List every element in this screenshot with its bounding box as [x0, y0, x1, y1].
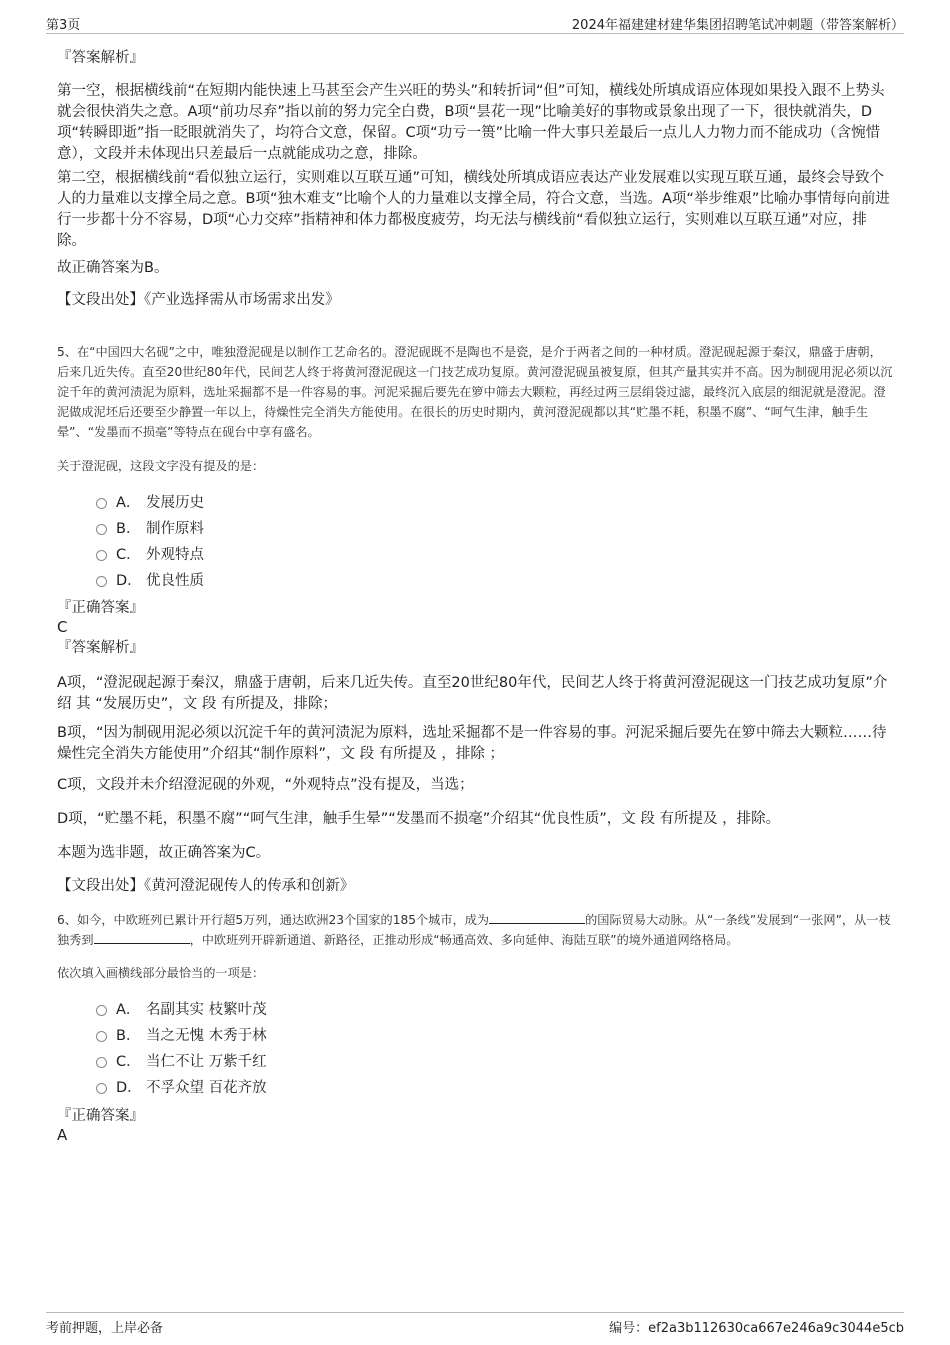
- option-key: C．: [116, 1053, 141, 1070]
- radio-icon[interactable]: [96, 1083, 107, 1094]
- q6-blank-2: [94, 930, 190, 944]
- radio-icon[interactable]: [96, 1057, 107, 1068]
- page-header: [46, 11, 904, 34]
- option-text: 外观特点: [146, 546, 204, 563]
- q6-option-c[interactable]: [96, 1047, 267, 1073]
- q5-options: [96, 488, 204, 592]
- option-key: A．: [116, 1001, 141, 1018]
- q4-para2-text: 第二空，根据横线前“看似独立运行，实则难以互联互通”可知，横线处所填成语应表达产业发展难以实现互联互通，最终会导致个人的力量难以支撑全局之意。B项“独木难支”比喻个人的力量难以支撑全局，符合文意，当选。A项“举步维艰”比喻办事情每向前进行一步都十分不容易，D项“心力交瘁”指精神和体力都极度疲劳，均无法与横线前“看似独立运行，实则难以互联互通”对应，排除。: [57, 170, 890, 249]
- q4-para1-text: 第一空，根据横线前“在短期内能快速上马甚至会产生兴旺的势头”和转折词“但”可知，横线处所填成语应体现如果投入跟不上势头就会很快消失之意。A项“前功尽弃”指以前的努力完全白费，B项“昙花一现”比喻美好的事物或景象出现了一下，很快就消失，D项“转瞬即逝”指一眨眼就消失了，均符合文意，保留。C项“功亏一篑”比喻一件大事只差最后一点儿人力物力而不能成功（含惋惜意），文段并未体现出只差最后一点就能成功之意，排除。: [57, 83, 885, 162]
- option-text: 不孚众望 百花齐放: [146, 1079, 267, 1096]
- radio-icon[interactable]: [96, 498, 107, 509]
- option-key: B．: [116, 520, 141, 537]
- q6-option-a[interactable]: [96, 995, 267, 1021]
- q5-option-d[interactable]: [96, 566, 204, 592]
- q4-analysis-tag: 『答案解析』: [57, 50, 144, 66]
- q5-option-c[interactable]: [96, 540, 204, 566]
- q5-option-b[interactable]: [96, 514, 204, 540]
- q5-analysis-b: [57, 723, 893, 765]
- q5-option-a[interactable]: [96, 488, 204, 514]
- radio-icon[interactable]: [96, 550, 107, 561]
- q5-stem-text: 5、在“中国四大名砚”之中，唯独澄泥砚是以制作工艺命名的。澄泥砚既不是陶也不是瓷，是介于两者之间的一种材质。澄泥砚起源于秦汉，鼎盛于唐朝，后来几近失传。直至20世纪80年代，民间艺人终于将黄河澄泥砚这一门技艺成功复原。黄河澄泥砚虽被复原，但其产量其实并不高。因为制砚用泥必须以沉淀千年的黄河渍泥为原料，选址采掘都不是一件容易的事。河泥采掘后要先在箩中筛去大颗粒，再经过两三层绢袋过滤，最终沉入底层的细泥就是澄泥。澄泥做成泥坯后还要至少静置一年以上，待燥性完全消失方能使用。在很长的历史时期内，黄河澄泥砚都以其“贮墨不耗，积墨不腐”、“呵气生津，触手生晕”、“发墨而不损毫”等特点在砚台中享有盛名。: [57, 345, 893, 439]
- q5-answer-tag: 『正确答案』: [57, 600, 144, 616]
- q4-analysis-para1: [57, 81, 893, 165]
- q6-stem-part2: 的国际贸易大动脉。从“一条线”发展到“一张网”，从一枝独秀到: [57, 913, 891, 947]
- option-key: D．: [116, 572, 142, 589]
- q4-source: 【文段出处】《产业选择需从市场需求出发》: [57, 292, 340, 308]
- option-key: C．: [116, 546, 141, 563]
- q5-question: 关于澄泥砚，这段文字没有提及的是：: [57, 459, 265, 473]
- radio-icon[interactable]: [96, 1031, 107, 1042]
- q6-stem: [57, 910, 893, 950]
- q5-analysis-d: D项，“贮墨不耗，积墨不腐”“呵气生津，触手生晕”“发墨而不损毫”介绍其“优良性质”，文 段 有所提及 ，排除。: [57, 811, 781, 827]
- q6-stem-text: [57, 910, 893, 950]
- page-footer: [46, 1312, 904, 1335]
- q6-question: 依次填入画横线部分最恰当的一项是：: [57, 966, 265, 980]
- q5-analysis-tag: 『答案解析』: [57, 640, 144, 656]
- q6-answer-tag: 『正确答案』: [57, 1108, 144, 1124]
- footer-serial: 编号：ef2a3b112630ca667e246a9c3044e5cb: [609, 1321, 904, 1336]
- document-title: 2024年福建建材建华集团招聘笔试冲刺题（带答案解析）: [571, 18, 904, 33]
- q5-stem: [57, 342, 893, 442]
- radio-icon[interactable]: [96, 576, 107, 587]
- option-text: 当仁不让 万紫千红: [146, 1053, 267, 1070]
- option-text: 制作原料: [146, 520, 204, 537]
- q6-blank-1: [489, 910, 585, 924]
- q4-analysis-para2: [57, 168, 893, 252]
- page-number: 第3页: [46, 18, 81, 33]
- q5-conclusion: 本题为选非题，故正确答案为C。: [57, 845, 271, 861]
- q6-options: [96, 995, 267, 1099]
- option-text: 名副其实 枝繁叶茂: [146, 1001, 267, 1018]
- option-text: 优良性质: [146, 572, 204, 589]
- q5-analysis-c: C项，文段并未介绍澄泥砚的外观，“外观特点”没有提及，当选；: [57, 777, 474, 793]
- option-key: D．: [116, 1079, 142, 1096]
- option-key: B．: [116, 1027, 141, 1044]
- q5-analysis-b-text: B项，“因为制砚用泥必须以沉淀千年的黄河渍泥为原料，选址采掘都不是一件容易的事。河泥采掘后要先在箩中筛去大颗粒……待燥性完全消失方能使用”介绍其“制作原料”，文 段 有所提及 ，排除 ；: [57, 725, 887, 762]
- radio-icon[interactable]: [96, 1005, 107, 1016]
- q6-stem-part3: ，中欧班列开辟新通道、新路径，正推动形成“畅通高效、多向延伸、海陆互联”的境外通道网络格局。: [189, 933, 739, 947]
- q4-conclusion: 故正确答案为B。: [57, 260, 169, 276]
- q5-answer: C: [57, 618, 68, 636]
- q5-analysis-a: [57, 673, 893, 715]
- option-key: A．: [116, 494, 141, 511]
- q6-option-b[interactable]: [96, 1021, 267, 1047]
- option-text: 当之无愧 木秀于林: [146, 1027, 267, 1044]
- q6-option-d[interactable]: [96, 1073, 267, 1099]
- q5-source: 【文段出处】《黄河澄泥砚传人的传承和创新》: [57, 878, 355, 894]
- q6-stem-part1: 6、如今，中欧班列已累计开行超5万列，通达欧洲23个国家的185个城市，成为: [57, 913, 490, 927]
- radio-icon[interactable]: [96, 524, 107, 535]
- footer-slogan: 考前押题，上岸必备: [46, 1321, 164, 1336]
- option-text: 发展历史: [146, 494, 204, 511]
- q6-answer: A: [57, 1126, 68, 1144]
- q5-analysis-a-text: A项，“澄泥砚起源于秦汉，鼎盛于唐朝，后来几近失传。直至20世纪80年代，民间艺人终于将黄河澄泥砚这一门技艺成功复原”介绍 其 “发展历史”，文 段 有所提及，排除；: [57, 675, 888, 712]
